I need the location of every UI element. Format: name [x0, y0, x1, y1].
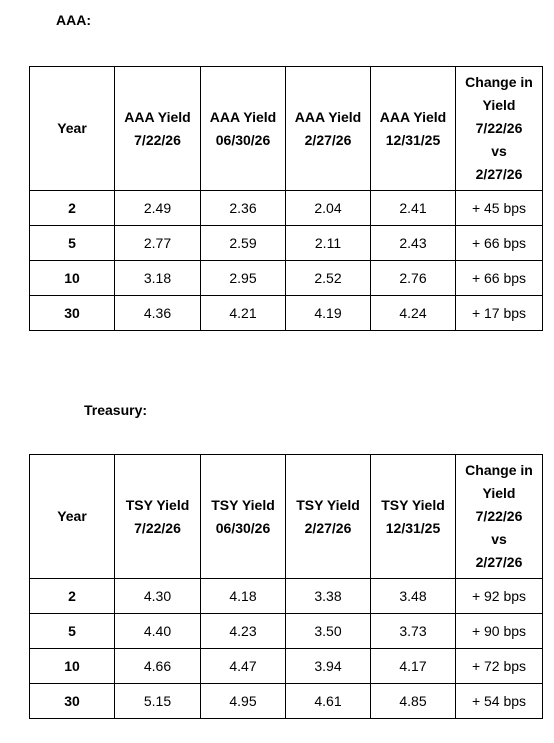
yield-cell: 4.85 [371, 684, 456, 719]
header-line: Year [57, 120, 87, 136]
year-cell: 2 [30, 191, 115, 226]
aaa-section-heading: AAA: [56, 12, 91, 28]
header-line: AAA Yield [124, 108, 191, 125]
aaa-header-yield-2-27-26 [286, 67, 371, 191]
yield-cell: 2.04 [286, 191, 371, 226]
yield-cell: 3.18 [115, 261, 201, 296]
table-row [30, 579, 543, 614]
change-cell: + 45 bps [456, 191, 543, 226]
yield-cell: 4.17 [371, 649, 456, 684]
aaa-header-yield-7-22-26 [115, 67, 201, 191]
treasury-header-yield-7-22-26 [115, 455, 201, 579]
header-line: 2/27/26 [475, 166, 523, 182]
header-line: vs [491, 143, 507, 159]
treasury-header-change [456, 455, 543, 579]
treasury-header-row [30, 455, 543, 579]
change-cell: + 17 bps [456, 296, 543, 331]
year-cell: 30 [30, 296, 115, 331]
year-cell: 5 [30, 614, 115, 649]
header-line: 7/22/26 [475, 508, 523, 524]
yield-cell: 4.24 [371, 296, 456, 331]
yield-cell: 2.43 [371, 226, 456, 261]
table-row [30, 261, 543, 296]
header-line: TSY Yield [125, 496, 190, 513]
header-line: 06/30/26 [215, 519, 271, 536]
yield-cell: 3.48 [371, 579, 456, 614]
change-cell: + 90 bps [456, 614, 543, 649]
aaa-header-row [30, 67, 543, 191]
yield-cell: 4.30 [115, 579, 201, 614]
year-cell: 10 [30, 261, 115, 296]
year-cell: 5 [30, 226, 115, 261]
aaa-yield-table [29, 66, 543, 331]
header-line: TSY Yield [211, 496, 275, 513]
yield-cell: 4.18 [201, 579, 286, 614]
table-row [30, 614, 543, 649]
yield-cell: 2.76 [371, 261, 456, 296]
header-line: TSY Yield [381, 496, 445, 513]
yield-cell: 2.59 [201, 226, 286, 261]
yield-cell: 3.94 [286, 649, 371, 684]
yield-cell: 3.73 [371, 614, 456, 649]
aaa-header-yield-12-31-25 [371, 67, 456, 191]
header-line: 12/31/25 [385, 131, 441, 148]
yield-cell: 4.23 [201, 614, 286, 649]
yield-cell: 2.36 [201, 191, 286, 226]
yield-cell: 4.21 [201, 296, 286, 331]
change-cell: + 92 bps [456, 579, 543, 614]
aaa-header-change [456, 67, 543, 191]
header-line: AAA Yield [209, 108, 277, 125]
yield-cell: 4.66 [115, 649, 201, 684]
treasury-section-heading: Treasury: [84, 402, 148, 418]
header-line: Change in [465, 462, 533, 478]
yield-cell: 2.77 [115, 226, 201, 261]
header-line: 7/22/26 [134, 131, 181, 148]
yield-cell: 2.95 [201, 261, 286, 296]
yield-cell: 2.41 [371, 191, 456, 226]
yield-cell: 2.11 [286, 226, 371, 261]
header-line: Yield [482, 485, 516, 501]
table-row [30, 649, 543, 684]
treasury-header-yield-12-31-25 [371, 455, 456, 579]
header-line: TSY Yield [296, 496, 360, 513]
year-cell: 2 [30, 579, 115, 614]
yield-cell: 5.15 [115, 684, 201, 719]
header-line: 2/27/26 [475, 554, 523, 570]
change-cell: + 66 bps [456, 261, 543, 296]
treasury-header-yield-2-27-26 [286, 455, 371, 579]
aaa-header-year [30, 67, 115, 191]
header-line: 7/22/26 [134, 519, 181, 536]
treasury-yield-table [29, 454, 543, 719]
yield-cell: 3.38 [286, 579, 371, 614]
change-cell: + 66 bps [456, 226, 543, 261]
header-line: Year [57, 508, 87, 524]
header-line: 2/27/26 [304, 519, 352, 536]
header-line: Change in [465, 74, 533, 90]
header-line: 2/27/26 [304, 131, 352, 148]
yield-cell: 4.36 [115, 296, 201, 331]
yield-cell: 4.19 [286, 296, 371, 331]
yield-cell: 4.95 [201, 684, 286, 719]
table-row [30, 296, 543, 331]
table-row [30, 191, 543, 226]
header-line: vs [491, 531, 507, 547]
year-cell: 10 [30, 649, 115, 684]
yield-cell: 3.50 [286, 614, 371, 649]
change-cell: + 72 bps [456, 649, 543, 684]
header-line: 06/30/26 [215, 131, 271, 148]
header-line: AAA Yield [379, 108, 447, 125]
yield-cell: 2.49 [115, 191, 201, 226]
header-line: Yield [482, 97, 516, 113]
yield-cell: 2.52 [286, 261, 371, 296]
table-row [30, 226, 543, 261]
header-line: 7/22/26 [475, 120, 523, 136]
yield-cell: 4.61 [286, 684, 371, 719]
year-cell: 30 [30, 684, 115, 719]
table-row [30, 684, 543, 719]
treasury-header-year [30, 455, 115, 579]
header-line: 12/31/25 [385, 519, 441, 536]
change-cell: + 54 bps [456, 684, 543, 719]
yield-cell: 4.47 [201, 649, 286, 684]
yield-cell: 4.40 [115, 614, 201, 649]
header-line: AAA Yield [294, 108, 362, 125]
aaa-header-yield-06-30-26 [201, 67, 286, 191]
treasury-header-yield-06-30-26 [201, 455, 286, 579]
